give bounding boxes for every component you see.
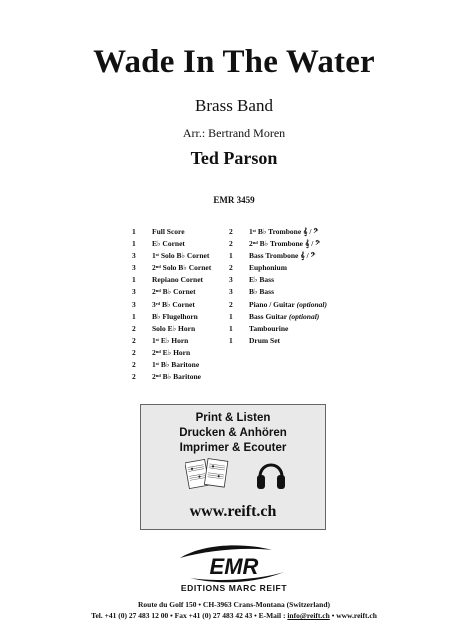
part-row xyxy=(132,250,211,262)
part-quantity: 2 xyxy=(229,239,233,249)
part-name: 1ˢᵗ E♭ Horn xyxy=(152,335,189,345)
page-title: Wade In The Water xyxy=(93,44,375,80)
part-name: Tambourine xyxy=(249,323,289,333)
part-quantity: 1 xyxy=(229,251,233,261)
promo-line-2: Drucken & Anhören xyxy=(179,427,287,439)
logo-mark: EMR xyxy=(209,554,259,579)
print-listen-box xyxy=(140,404,326,530)
part-name: 2ⁿᵈ B♭ Cornet xyxy=(152,287,196,297)
parts-list-left xyxy=(132,226,211,383)
subtitle: Brass Band xyxy=(195,96,273,115)
part-quantity: 1 xyxy=(132,227,136,236)
part-row xyxy=(132,238,211,250)
part-quantity: 2 xyxy=(132,335,136,345)
part-name: Solo E♭ Horn xyxy=(152,323,196,333)
part-row xyxy=(229,311,327,323)
part-name: B♭ Bass xyxy=(249,287,275,297)
part-quantity: 2 xyxy=(229,227,233,236)
part-name: Repiano Cornet xyxy=(152,275,204,285)
catalog-number: EMR 3459 xyxy=(213,195,255,205)
part-row xyxy=(132,335,211,347)
part-row xyxy=(132,299,211,311)
part-name: Piano / Guitar xyxy=(249,299,297,309)
part-row xyxy=(132,226,211,238)
headphones-icon xyxy=(255,455,287,493)
part-quantity: 3 xyxy=(132,287,136,297)
part-row xyxy=(132,262,211,274)
sheet-music-icon xyxy=(185,457,229,491)
part-optional-note: (optional) xyxy=(288,311,320,321)
part-quantity: 1 xyxy=(229,323,233,333)
parts-list-right xyxy=(229,226,327,347)
part-quantity: 1 xyxy=(229,335,233,345)
part-quantity: 1 xyxy=(229,311,233,321)
part-row xyxy=(229,274,327,286)
part-row xyxy=(229,250,327,262)
part-row xyxy=(132,286,211,298)
part-name: Euphonium xyxy=(249,263,287,273)
part-quantity: 2 xyxy=(229,299,233,309)
footer-contact-suffix: • www.reift.ch xyxy=(329,611,377,620)
composer: Ted Parson xyxy=(190,148,278,168)
part-row xyxy=(132,371,211,383)
part-quantity: 1 xyxy=(132,275,136,285)
part-quantity: 2 xyxy=(132,347,136,357)
part-name: Full Score xyxy=(152,227,185,236)
part-name: B♭ Flugelhorn xyxy=(152,311,198,321)
part-quantity: 2 xyxy=(229,263,233,273)
part-quantity: 3 xyxy=(132,251,136,261)
part-row xyxy=(229,335,327,347)
part-name: E♭ Bass xyxy=(249,275,275,285)
part-row xyxy=(229,238,327,250)
part-quantity: 2 xyxy=(132,323,136,333)
part-name: Bass Guitar xyxy=(249,311,289,321)
part-row xyxy=(229,226,327,238)
part-name: 1ˢᵗ Solo B♭ Cornet xyxy=(152,251,210,261)
part-name: 2ⁿᵈ E♭ Horn xyxy=(152,347,191,357)
part-name: 2ⁿᵈ B♭ Baritone xyxy=(152,372,202,382)
part-name: 3ʳᵈ B♭ Cornet xyxy=(152,299,195,309)
part-quantity: 1 xyxy=(132,311,136,321)
part-row xyxy=(132,311,211,323)
part-row xyxy=(132,359,211,371)
part-quantity: 2 xyxy=(132,360,136,370)
part-name: Bass Trombone 𝄞 / 𝄢 xyxy=(249,251,316,261)
part-name: 1ˢᵗ B♭ Baritone xyxy=(152,360,200,370)
part-quantity: 3 xyxy=(132,263,136,273)
part-quantity: 3 xyxy=(229,287,233,297)
part-name: 2ⁿᵈ B♭ Trombone 𝄞 / 𝄢 xyxy=(249,239,320,249)
part-row xyxy=(132,347,211,359)
part-quantity: 3 xyxy=(229,275,233,285)
part-quantity: 1 xyxy=(132,239,136,249)
part-name: 2ⁿᵈ Solo B♭ Cornet xyxy=(152,263,212,273)
part-row xyxy=(229,286,327,298)
logo-text: EDITIONS MARC REIFT xyxy=(180,583,288,593)
part-name: 1ˢᵗ B♭ Trombone 𝄞 / 𝄢 xyxy=(249,227,319,236)
part-row xyxy=(132,274,211,286)
part-name: Drum Set xyxy=(249,335,281,345)
footer-email-link[interactable]: info@reift.ch xyxy=(287,611,330,620)
promo-line-3: Imprimer & Ecouter xyxy=(179,442,287,454)
arranger: Arr.: Bertrand Moren xyxy=(182,126,286,140)
promo-url[interactable]: www.reift.ch xyxy=(189,503,277,520)
footer-contact-prefix: Tel. +41 (0) 27 483 12 00 • Fax +41 (0) 27 483 42 43 • E-Mail : xyxy=(91,611,288,620)
footer-address: Route du Golf 150 • CH-3963 Crans-Montana (Switzerland) xyxy=(138,600,330,609)
footer-contact xyxy=(0,611,468,620)
part-optional-note: (optional) xyxy=(296,299,327,309)
promo-line-1: Print & Listen xyxy=(195,412,271,424)
emr-logo xyxy=(172,538,296,594)
part-row xyxy=(229,299,327,311)
part-name: E♭ Cornet xyxy=(152,239,185,249)
part-row xyxy=(229,323,327,335)
part-quantity: 3 xyxy=(132,299,136,309)
part-row xyxy=(229,262,327,274)
part-quantity: 2 xyxy=(132,372,136,382)
part-row xyxy=(132,323,211,335)
